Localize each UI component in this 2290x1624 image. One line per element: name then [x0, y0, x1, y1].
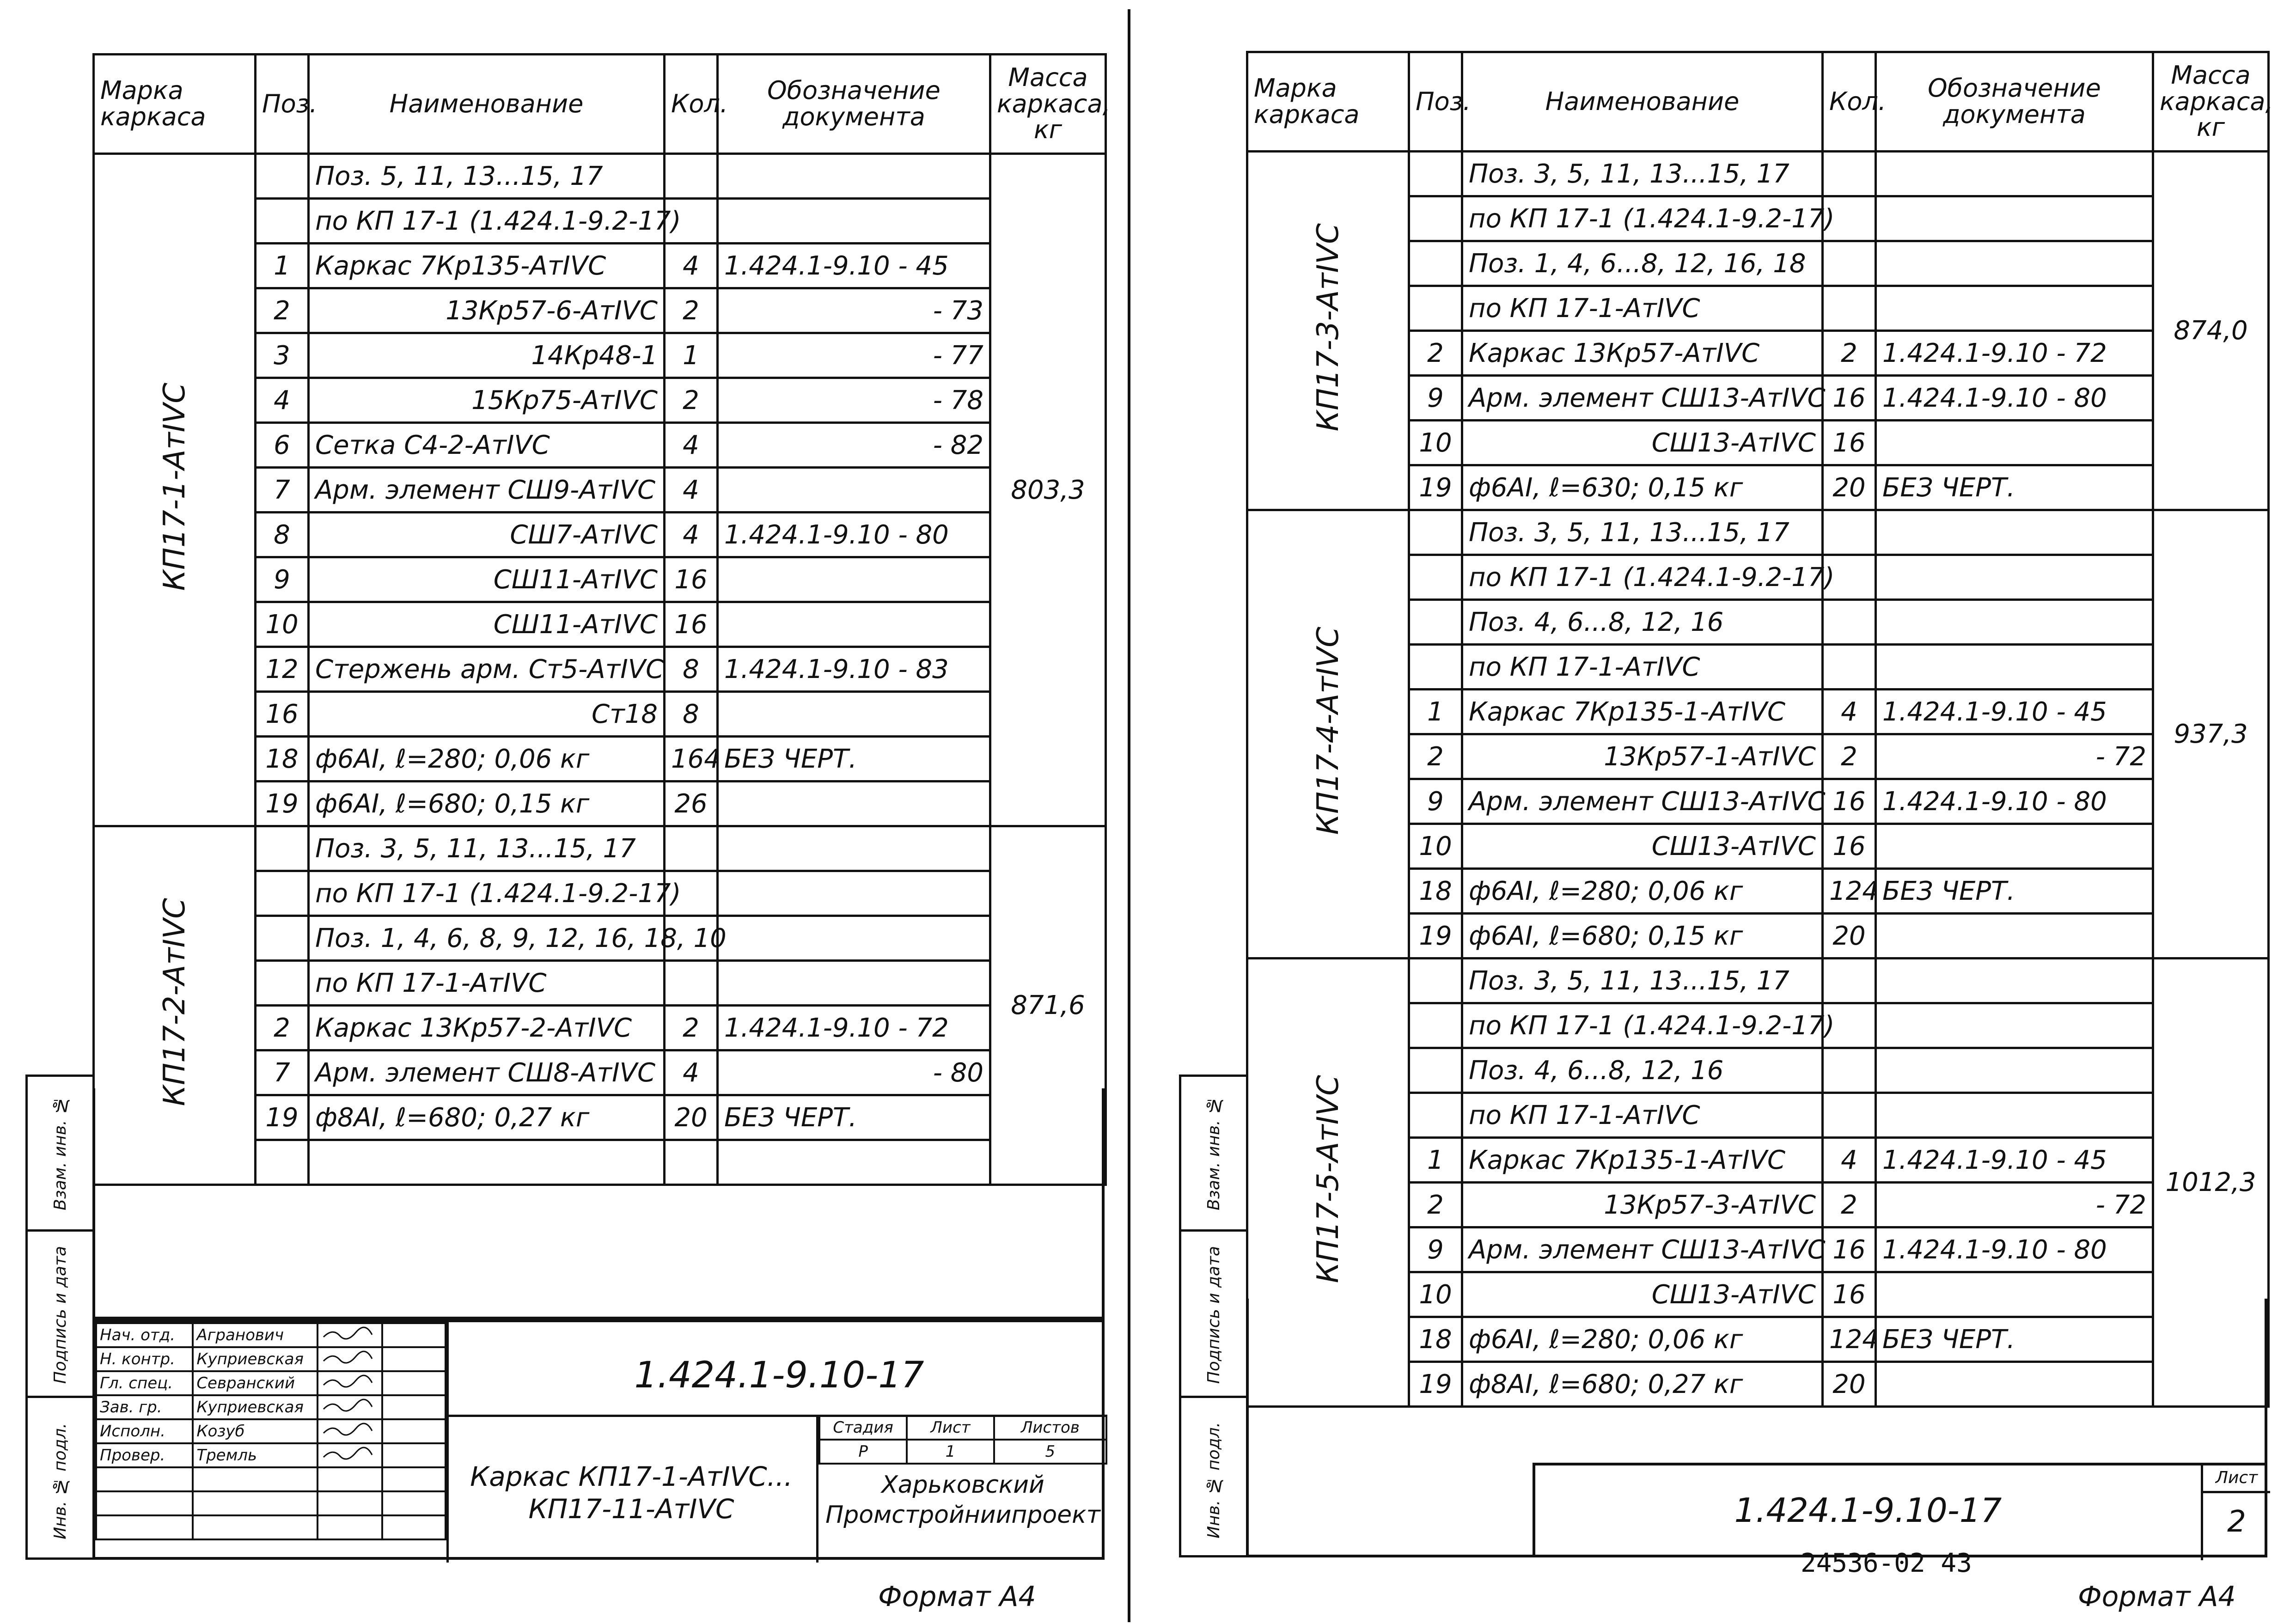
- quantity-cell: [1823, 286, 1876, 331]
- quantity-cell: 8: [665, 692, 718, 737]
- position-cell: [1409, 1048, 1462, 1093]
- quantity-cell: [1823, 1093, 1876, 1138]
- signature-role: Гл. спец.: [96, 1371, 193, 1395]
- name-cell: ф6АI, ℓ=280; 0,06 кг: [309, 737, 665, 781]
- position-cell: [1409, 286, 1462, 331]
- table-row: [1247, 959, 2269, 1003]
- frame-mass: 803,3: [990, 154, 1106, 826]
- quantity-cell: 4: [665, 423, 718, 468]
- position-cell: [1409, 196, 1462, 241]
- position-cell: 9: [1409, 779, 1462, 824]
- name-cell: ф6АI, ℓ=280; 0,06 кг: [1462, 1317, 1823, 1362]
- sheet-label: Лист: [907, 1416, 994, 1440]
- stage-label: Стадия: [819, 1416, 907, 1440]
- header-mass: Масса каркаса, кг: [990, 55, 1106, 154]
- left-spec-table: [92, 53, 1111, 1186]
- name-cell: СШ13-АтIVС: [1462, 1272, 1823, 1317]
- position-cell: 2: [1409, 1183, 1462, 1227]
- quantity-cell: 2: [665, 378, 718, 423]
- document-cell: [718, 468, 990, 513]
- right-document-code: 1.424.1-9.10-17: [1734, 1491, 2002, 1530]
- position-cell: [256, 871, 309, 916]
- document-cell: 1.424.1-9.10 - 45: [1876, 690, 2153, 734]
- name-cell: Каркас 13Кр57-АтIVС: [1462, 331, 1823, 376]
- name-cell: Каркас 13Кр57-2-АтIVС: [309, 1006, 665, 1050]
- document-cell: 1.424.1-9.10 - 45: [1876, 1138, 2153, 1183]
- position-cell: 2: [1409, 734, 1462, 779]
- name-cell: Поз. 5, 11, 13...15, 17: [309, 154, 665, 199]
- position-cell: 9: [1409, 376, 1462, 421]
- quantity-cell: 2: [1823, 331, 1876, 376]
- signature-mark: [318, 1443, 382, 1467]
- document-cell: 1.424.1-9.10 - 80: [1876, 779, 2153, 824]
- signature-date: [382, 1347, 446, 1371]
- signature-mark: [318, 1371, 382, 1395]
- table-row: [94, 826, 1106, 871]
- position-cell: 12: [256, 647, 309, 692]
- signature-row: [96, 1323, 446, 1347]
- quantity-cell: 16: [1823, 376, 1876, 421]
- name-cell: по КП 17-1-АтIVС: [1462, 286, 1823, 331]
- side-label-signature: Подпись и дата: [1181, 1229, 1246, 1398]
- name-cell: Арм. элемент СШ8-АтIVС: [309, 1050, 665, 1095]
- name-cell: СШ13-АтIVС: [1462, 421, 1823, 465]
- position-cell: [1409, 959, 1462, 1003]
- right-sheet: [1130, 0, 2290, 1624]
- position-cell: 9: [1409, 1227, 1462, 1272]
- name-cell: 13Кр57-1-АтIVС: [1462, 734, 1823, 779]
- name-cell: по КП 17-1 (1.424.1-9.2-17): [1462, 555, 1823, 600]
- right-spec-table: [1246, 51, 2273, 1408]
- position-cell: 10: [1409, 824, 1462, 869]
- name-cell: Поз. 4, 6...8, 12, 16: [1462, 600, 1823, 645]
- table-row: [1247, 152, 2269, 196]
- header-pos: Поз.: [1409, 52, 1462, 152]
- name-cell: ф6АI, ℓ=680; 0,15 кг: [1462, 914, 1823, 959]
- left-document-code: 1.424.1-9.10-17: [634, 1355, 924, 1396]
- stage-table: [818, 1415, 1107, 1465]
- document-cell: [718, 692, 990, 737]
- position-cell: [1409, 241, 1462, 286]
- name-cell: ф6АI, ℓ=280; 0,06 кг: [1462, 869, 1823, 914]
- quantity-cell: [1823, 600, 1876, 645]
- position-cell: [1409, 1003, 1462, 1048]
- signature-mark: [318, 1419, 382, 1443]
- quantity-cell: 4: [665, 1050, 718, 1095]
- name-cell: Арм. элемент СШ13-АтIVС: [1462, 376, 1823, 421]
- signature-row-empty: [96, 1491, 446, 1515]
- name-cell: Поз. 1, 4, 6, 8, 9, 12, 16, 18, 10: [309, 916, 665, 961]
- name-cell: Каркас 7Кр135-1-АтIVС: [1462, 1138, 1823, 1183]
- side-label-inventory: Инв. № подл.: [28, 1396, 92, 1564]
- document-cell: - 82: [718, 423, 990, 468]
- document-cell: [1876, 421, 2153, 465]
- signature-role: Зав. гр.: [96, 1395, 193, 1419]
- document-cell: - 78: [718, 378, 990, 423]
- header-qty: Кол.: [1823, 52, 1876, 152]
- position-cell: [1409, 645, 1462, 690]
- left-sheet: [0, 0, 1128, 1624]
- name-cell: Ст18: [309, 692, 665, 737]
- signature-role: Нач. отд.: [96, 1323, 193, 1347]
- position-cell: 7: [256, 1050, 309, 1095]
- document-cell: БЕЗ ЧЕРТ.: [718, 1095, 990, 1140]
- quantity-cell: 16: [1823, 1227, 1876, 1272]
- document-cell: [1876, 1093, 2153, 1138]
- position-cell: 19: [256, 1095, 309, 1140]
- name-cell: по КП 17-1 (1.424.1-9.2-17): [1462, 196, 1823, 241]
- name-cell: Арм. элемент СШ13-АтIVС: [1462, 1227, 1823, 1272]
- header-mass: Масса каркаса, кг: [2153, 52, 2269, 152]
- quantity-cell: 26: [665, 781, 718, 826]
- signature-row: [96, 1419, 446, 1443]
- quantity-cell: [1823, 152, 1876, 196]
- position-cell: 16: [256, 692, 309, 737]
- frame-mark: КП17-1-АтIVС: [94, 154, 256, 826]
- document-cell: [1876, 1048, 2153, 1093]
- quantity-cell: 4: [665, 513, 718, 557]
- name-cell: Арм. элемент СШ9-АтIVС: [309, 468, 665, 513]
- quantity-cell: 4: [1823, 690, 1876, 734]
- table-row: [94, 154, 1106, 199]
- name-cell: 13Кр57-6-АтIVС: [309, 288, 665, 333]
- position-cell: [1409, 600, 1462, 645]
- position-cell: 4: [256, 378, 309, 423]
- signature-role: Исполн.: [96, 1419, 193, 1443]
- right-sheet-label: Лист: [2215, 1468, 2258, 1487]
- position-cell: 10: [256, 602, 309, 647]
- signature-row: [96, 1371, 446, 1395]
- document-cell: [718, 154, 990, 199]
- name-cell: по КП 17-1-АтIVС: [309, 961, 665, 1006]
- document-cell: 1.424.1-9.10 - 72: [1876, 331, 2153, 376]
- document-cell: 1.424.1-9.10 - 72: [718, 1006, 990, 1050]
- quantity-cell: 8: [665, 647, 718, 692]
- quantity-cell: 164: [665, 737, 718, 781]
- name-cell: по КП 17-1-АтIVС: [1462, 645, 1823, 690]
- header-name: Наименование: [309, 55, 665, 154]
- quantity-cell: 2: [1823, 734, 1876, 779]
- position-cell: 18: [1409, 869, 1462, 914]
- quantity-cell: 4: [665, 244, 718, 288]
- frame-mark: КП17-2-АтIVС: [94, 826, 256, 1185]
- name-cell: СШ11-АтIVС: [309, 557, 665, 602]
- signature-person: Тремль: [193, 1443, 318, 1467]
- position-cell: [1409, 152, 1462, 196]
- frame-mass: 874,0: [2153, 152, 2269, 510]
- side-label-inventory: Инв. № подл.: [1181, 1396, 1246, 1562]
- document-cell: БЕЗ ЧЕРТ.: [1876, 1317, 2153, 1362]
- quantity-cell: 1: [665, 333, 718, 378]
- header-mark: Марка каркаса: [1247, 52, 1409, 152]
- signature-row: [96, 1347, 446, 1371]
- quantity-cell: 2: [665, 1006, 718, 1050]
- quantity-cell: 20: [1823, 1362, 1876, 1407]
- document-cell: [1876, 645, 2153, 690]
- position-cell: 1: [256, 244, 309, 288]
- header-qty: Кол.: [665, 55, 718, 154]
- name-cell: Поз. 3, 5, 11, 13...15, 17: [309, 826, 665, 871]
- quantity-cell: [665, 826, 718, 871]
- left-format-label: Формат А4: [878, 1581, 1036, 1613]
- position-cell: 19: [1409, 914, 1462, 959]
- position-cell: 19: [1409, 1362, 1462, 1407]
- name-cell: Стержень арм. Ст5-АтIVС: [309, 647, 665, 692]
- side-label-replace: Взам. инв. №: [1204, 1096, 1223, 1210]
- frame-mark: КП17-3-АтIVС: [1247, 152, 1409, 510]
- right-sheet-number: 2: [2227, 1505, 2246, 1539]
- quantity-cell: 16: [1823, 779, 1876, 824]
- position-cell: [1409, 1093, 1462, 1138]
- position-cell: [256, 199, 309, 244]
- quantity-cell: [1823, 510, 1876, 555]
- document-cell: [718, 781, 990, 826]
- quantity-cell: [665, 961, 718, 1006]
- header-name: Наименование: [1462, 52, 1823, 152]
- document-cell: [1876, 824, 2153, 869]
- side-label-replace: Взам. инв. №: [50, 1096, 70, 1210]
- position-cell: 3: [256, 333, 309, 378]
- position-cell: [1409, 555, 1462, 600]
- name-cell: СШ13-АтIVС: [1462, 824, 1823, 869]
- name-cell: 15Кр75-АтIVС: [309, 378, 665, 423]
- document-cell: БЕЗ ЧЕРТ.: [1876, 869, 2153, 914]
- document-cell: [1876, 196, 2153, 241]
- header-doc: Обозначение документа: [718, 55, 990, 154]
- name-cell: Каркас 7Кр135-АтIVС: [309, 244, 665, 288]
- document-cell: [718, 602, 990, 647]
- document-cell: [718, 557, 990, 602]
- quantity-cell: 4: [665, 468, 718, 513]
- name-cell: ф6АI, ℓ=630; 0,15 кг: [1462, 465, 1823, 510]
- position-cell: 2: [256, 288, 309, 333]
- signature-person: Козуб: [193, 1419, 318, 1443]
- stage-value: Р: [819, 1440, 907, 1464]
- document-cell: [1876, 959, 2153, 1003]
- frame-mass: 871,6: [990, 826, 1106, 1185]
- name-cell: 13Кр57-3-АтIVС: [1462, 1183, 1823, 1227]
- position-cell: 6: [256, 423, 309, 468]
- name-cell: по КП 17-1 (1.424.1-9.2-17): [309, 199, 665, 244]
- document-cell: - 72: [1876, 1183, 2153, 1227]
- name-cell: СШ11-АтIVС: [309, 602, 665, 647]
- signature-person: Куприевская: [193, 1347, 318, 1371]
- document-cell: 1.424.1-9.10 - 83: [718, 647, 990, 692]
- document-cell: [718, 199, 990, 244]
- document-cell: [1876, 286, 2153, 331]
- position-cell: 1: [1409, 690, 1462, 734]
- signature-person: Агранович: [193, 1323, 318, 1347]
- position-cell: [256, 961, 309, 1006]
- quantity-cell: [1823, 645, 1876, 690]
- right-format-label: Формат А4: [2078, 1581, 2236, 1613]
- name-cell: Поз. 3, 5, 11, 13...15, 17: [1462, 510, 1823, 555]
- signature-mark: [318, 1323, 382, 1347]
- name-cell: Арм. элемент СШ13-АтIVС: [1462, 779, 1823, 824]
- position-cell: [256, 154, 309, 199]
- sheets-value: 5: [994, 1440, 1106, 1464]
- position-cell: [256, 826, 309, 871]
- signature-role: Провер.: [96, 1443, 193, 1467]
- document-cell: [718, 961, 990, 1006]
- signatures-table: [95, 1322, 446, 1540]
- frame-mass: 937,3: [2153, 510, 2269, 959]
- inventory-number: 24536-02 43: [1801, 1548, 1972, 1578]
- position-cell: 18: [1409, 1317, 1462, 1362]
- quantity-cell: 2: [665, 288, 718, 333]
- quantity-cell: [1823, 1048, 1876, 1093]
- document-cell: 1.424.1-9.10 - 80: [1876, 1227, 2153, 1272]
- header-mark: Марка каркаса: [94, 55, 256, 154]
- document-cell: [1876, 241, 2153, 286]
- quantity-cell: 2: [1823, 1183, 1876, 1227]
- name-cell: СШ7-АтIVС: [309, 513, 665, 557]
- document-cell: 1.424.1-9.10 - 80: [718, 513, 990, 557]
- quantity-cell: 20: [1823, 465, 1876, 510]
- frame-mass: 1012,3: [2153, 959, 2269, 1407]
- quantity-cell: 124: [1823, 869, 1876, 914]
- name-cell: Каркас 7Кр135-1-АтIVС: [1462, 690, 1823, 734]
- sheet-value: 1: [907, 1440, 994, 1464]
- left-title-block: [92, 1319, 1105, 1560]
- quantity-cell: [665, 154, 718, 199]
- position-cell: 9: [256, 557, 309, 602]
- position-cell: 18: [256, 737, 309, 781]
- document-cell: - 77: [718, 333, 990, 378]
- frame-mark: КП17-5-АтIVС: [1247, 959, 1409, 1407]
- signature-person: Куприевская: [193, 1395, 318, 1419]
- quantity-cell: 4: [1823, 1138, 1876, 1183]
- position-cell: 10: [1409, 1272, 1462, 1317]
- document-cell: 1.424.1-9.10 - 45: [718, 244, 990, 288]
- document-cell: БЕЗ ЧЕРТ.: [1876, 465, 2153, 510]
- organization-name: Харьковский Промстройниипроект: [825, 1471, 1100, 1529]
- quantity-cell: 16: [1823, 421, 1876, 465]
- signature-date: [382, 1371, 446, 1395]
- quantity-cell: [1823, 959, 1876, 1003]
- left-drawing-title: Каркас КП17-1-АтIVС... КП17-11-АтIVС: [470, 1461, 793, 1525]
- document-cell: [1876, 152, 2153, 196]
- document-cell: - 80: [718, 1050, 990, 1095]
- position-cell: 19: [256, 781, 309, 826]
- position-cell: 19: [1409, 465, 1462, 510]
- name-cell: по КП 17-1-АтIVС: [1462, 1093, 1823, 1138]
- name-cell: Поз. 1, 4, 6...8, 12, 16, 18: [1462, 241, 1823, 286]
- document-cell: [1876, 914, 2153, 959]
- position-cell: [1409, 510, 1462, 555]
- quantity-cell: 16: [665, 602, 718, 647]
- document-cell: [1876, 510, 2153, 555]
- quantity-cell: 124: [1823, 1317, 1876, 1362]
- signature-date: [382, 1443, 446, 1467]
- name-cell: 14Кр48-1: [309, 333, 665, 378]
- header-pos: Поз.: [256, 55, 309, 154]
- sheets-label: Листов: [994, 1416, 1106, 1440]
- frame-mark: КП17-4-АтIVС: [1247, 510, 1409, 959]
- document-cell: 1.424.1-9.10 - 80: [1876, 376, 2153, 421]
- name-cell: по КП 17-1 (1.424.1-9.2-17): [1462, 1003, 1823, 1048]
- position-cell: 7: [256, 468, 309, 513]
- signature-date: [382, 1323, 446, 1347]
- name-cell: по КП 17-1 (1.424.1-9.2-17): [309, 871, 665, 916]
- quantity-cell: [1823, 241, 1876, 286]
- signature-row-empty: [96, 1515, 446, 1539]
- table-row: [1247, 510, 2269, 555]
- side-label-signature: Подпись и дата: [28, 1229, 92, 1398]
- document-cell: БЕЗ ЧЕРТ.: [718, 737, 990, 781]
- position-cell: 8: [256, 513, 309, 557]
- position-cell: 10: [1409, 421, 1462, 465]
- document-cell: [1876, 1003, 2153, 1048]
- document-cell: - 73: [718, 288, 990, 333]
- signature-date: [382, 1419, 446, 1443]
- signature-mark: [318, 1395, 382, 1419]
- signature-row: [96, 1443, 446, 1467]
- document-cell: [718, 916, 990, 961]
- left-side-strip: [25, 1075, 95, 1560]
- position-cell: 2: [1409, 331, 1462, 376]
- quantity-cell: 20: [665, 1095, 718, 1140]
- document-cell: [718, 826, 990, 871]
- position-cell: [256, 916, 309, 961]
- signature-date: [382, 1395, 446, 1419]
- right-footer-stamp: [1533, 1463, 2267, 1557]
- document-cell: - 72: [1876, 734, 2153, 779]
- position-cell: 2: [256, 1006, 309, 1050]
- signature-person: Севранский: [193, 1371, 318, 1395]
- position-cell: 1: [1409, 1138, 1462, 1183]
- name-cell: Поз. 3, 5, 11, 13...15, 17: [1462, 152, 1823, 196]
- name-cell: ф8АI, ℓ=680; 0,27 кг: [309, 1095, 665, 1140]
- signature-role: Н. контр.: [96, 1347, 193, 1371]
- quantity-cell: 16: [665, 557, 718, 602]
- document-cell: [718, 871, 990, 916]
- name-cell: Поз. 3, 5, 11, 13...15, 17: [1462, 959, 1823, 1003]
- signature-row-empty: [96, 1467, 446, 1491]
- document-cell: [1876, 600, 2153, 645]
- name-cell: Поз. 4, 6...8, 12, 16: [1462, 1048, 1823, 1093]
- signature-mark: [318, 1347, 382, 1371]
- quantity-cell: 20: [1823, 914, 1876, 959]
- name-cell: ф8АI, ℓ=680; 0,27 кг: [1462, 1362, 1823, 1407]
- quantity-cell: 16: [1823, 1272, 1876, 1317]
- signature-row: [96, 1395, 446, 1419]
- name-cell: Сетка С4-2-АтIVС: [309, 423, 665, 468]
- name-cell: ф6АI, ℓ=680; 0,15 кг: [309, 781, 665, 826]
- right-side-strip: [1179, 1075, 1248, 1557]
- quantity-cell: 16: [1823, 824, 1876, 869]
- left-notes-area: [92, 1088, 1105, 1319]
- document-cell: [1876, 555, 2153, 600]
- header-doc: Обозначение документа: [1876, 52, 2153, 152]
